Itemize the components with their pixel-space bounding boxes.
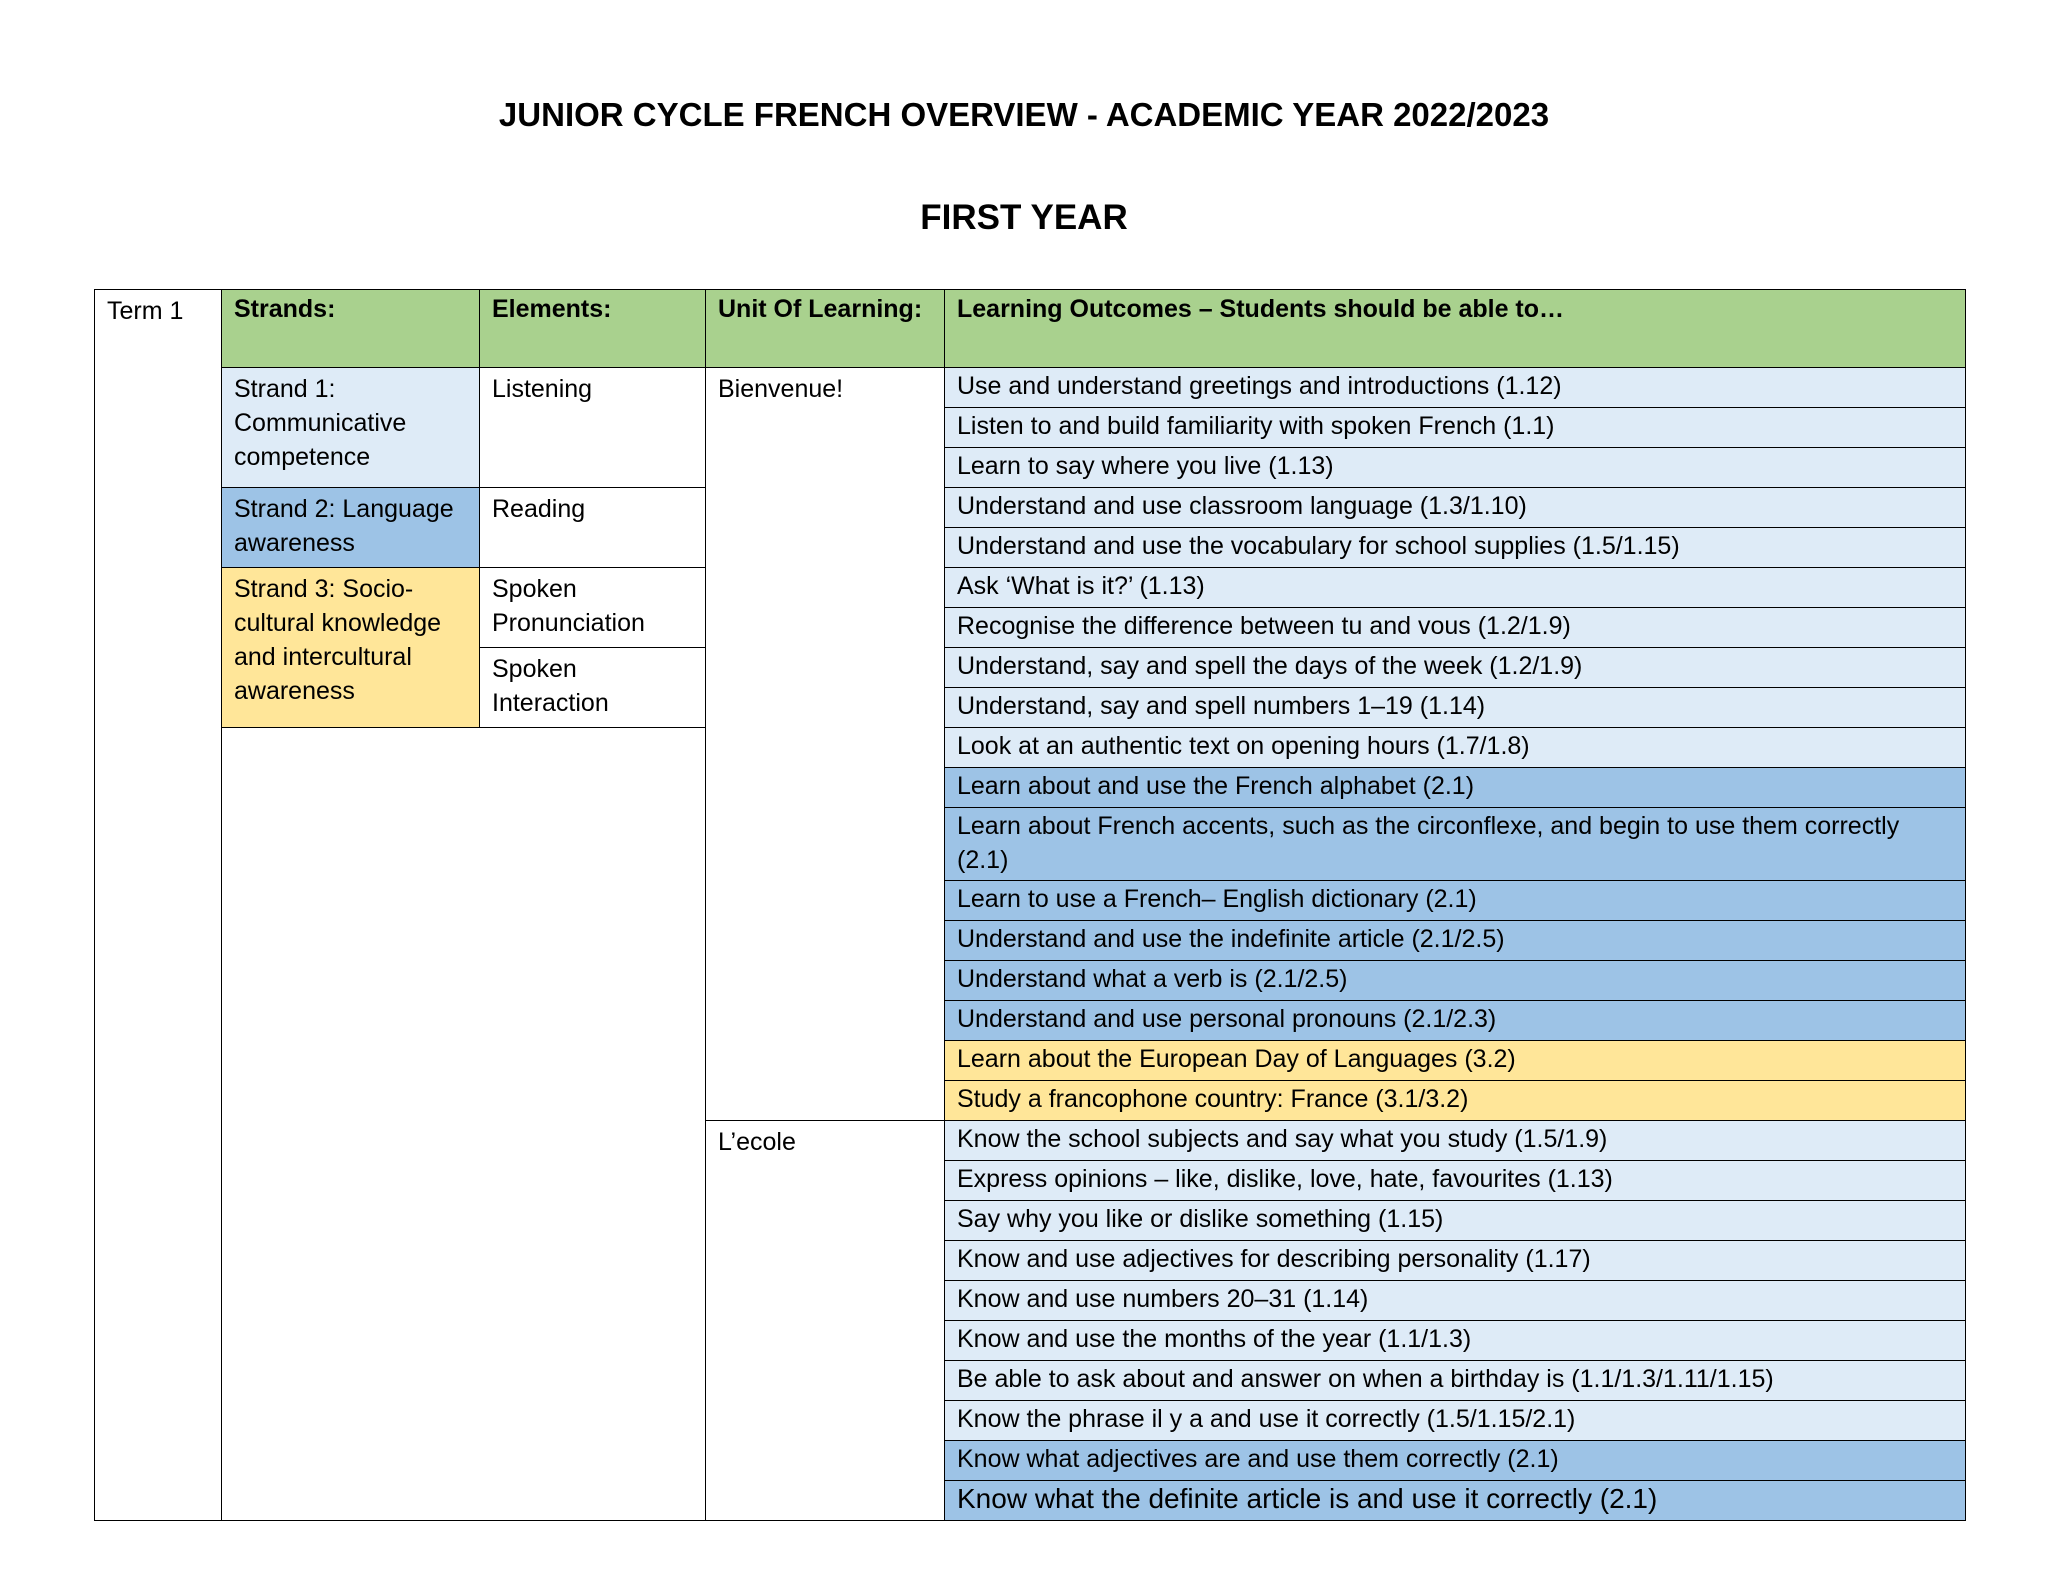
table-row bbox=[95, 488, 1966, 528]
learning-outcome: Be able to ask about and answer on when a birthday is (1.1/1.3/1.11/1.15) bbox=[945, 1361, 1966, 1401]
header-elements: Elements: bbox=[480, 290, 706, 368]
element-listening: Listening bbox=[480, 368, 706, 488]
strand-3-cell: Strand 3: Socio-cultural knowledge and intercultural awareness bbox=[222, 568, 480, 728]
learning-outcome: Know what adjectives are and use them correctly (2.1) bbox=[945, 1441, 1966, 1481]
learning-outcome: Know the school subjects and say what you study (1.5/1.9) bbox=[945, 1121, 1966, 1161]
header-row bbox=[95, 290, 1966, 368]
learning-outcome: Know the phrase il y a and use it correctly (1.5/1.15/2.1) bbox=[945, 1401, 1966, 1441]
unit-bienvenue: Bienvenue! bbox=[706, 368, 945, 1121]
unit-lecole: L’ecole bbox=[706, 1121, 945, 1521]
header-outcomes: Learning Outcomes – Students should be able to… bbox=[945, 290, 1966, 368]
learning-outcome: Learn about and use the French alphabet (2.1) bbox=[945, 768, 1966, 808]
learning-outcome: Use and understand greetings and introductions (1.12) bbox=[945, 368, 1966, 408]
strand-1-cell: Strand 1: Communicative competence bbox=[222, 368, 480, 488]
learning-outcome: Look at an authentic text on opening hours (1.7/1.8) bbox=[945, 728, 1966, 768]
learning-outcome: Recognise the difference between tu and vous (1.2/1.9) bbox=[945, 608, 1966, 648]
learning-outcome: Understand and use classroom language (1.3/1.10) bbox=[945, 488, 1966, 528]
element-spoken-interaction: Spoken Interaction bbox=[480, 648, 706, 728]
learning-outcome: Know and use the months of the year (1.1/1.3) bbox=[945, 1321, 1966, 1361]
learning-outcome: Say why you like or dislike something (1.15) bbox=[945, 1201, 1966, 1241]
table-row bbox=[95, 568, 1966, 608]
document-subtitle: FIRST YEAR bbox=[920, 198, 1128, 237]
learning-outcome: Understand and use the vocabulary for school supplies (1.5/1.15) bbox=[945, 528, 1966, 568]
learning-outcome: Understand and use personal pronouns (2.1/2.3) bbox=[945, 1001, 1966, 1041]
learning-outcome: Study a francophone country: France (3.1/3.2) bbox=[945, 1081, 1966, 1121]
header-unit: Unit Of Learning: bbox=[706, 290, 945, 368]
term-cell: Term 1 bbox=[95, 290, 222, 1521]
learning-outcome: Learn to say where you live (1.13) bbox=[945, 448, 1966, 488]
learning-outcome: Learn about French accents, such as the circonflexe, and begin to use them correctly (2.1) bbox=[945, 808, 1966, 881]
learning-outcome: Learn about the European Day of Languages (3.2) bbox=[945, 1041, 1966, 1081]
learning-outcome: Learn to use a French– English dictionary (2.1) bbox=[945, 881, 1966, 921]
overview-table bbox=[94, 289, 1966, 1521]
learning-outcome: Know and use adjectives for describing personality (1.17) bbox=[945, 1241, 1966, 1281]
learning-outcome: Understand and use the indefinite article (2.1/2.5) bbox=[945, 921, 1966, 961]
learning-outcome: Express opinions – like, dislike, love, hate, favourites (1.13) bbox=[945, 1161, 1966, 1201]
learning-outcome: Understand, say and spell numbers 1–19 (1.14) bbox=[945, 688, 1966, 728]
learning-outcome: Listen to and build familiarity with spoken French (1.1) bbox=[945, 408, 1966, 448]
table-row bbox=[95, 728, 1966, 768]
learning-outcome: Understand what a verb is (2.1/2.5) bbox=[945, 961, 1966, 1001]
learning-outcome: Understand, say and spell the days of the week (1.2/1.9) bbox=[945, 648, 1966, 688]
learning-outcome: Know and use numbers 20–31 (1.14) bbox=[945, 1281, 1966, 1321]
table-row bbox=[95, 368, 1966, 408]
empty-strands-area bbox=[222, 728, 706, 1521]
learning-outcome: Know what the definite article is and use it correctly (2.1) bbox=[945, 1481, 1966, 1521]
element-reading: Reading bbox=[480, 488, 706, 568]
strand-2-cell: Strand 2: Language awareness bbox=[222, 488, 480, 568]
element-spoken-pronunciation: Spoken Pronunciation bbox=[480, 568, 706, 648]
document-title: JUNIOR CYCLE FRENCH OVERVIEW - ACADEMIC YEAR 2022/2023 bbox=[498, 96, 1550, 133]
header-strands: Strands: bbox=[222, 290, 480, 368]
learning-outcome: Ask ‘What is it?’ (1.13) bbox=[945, 568, 1966, 608]
